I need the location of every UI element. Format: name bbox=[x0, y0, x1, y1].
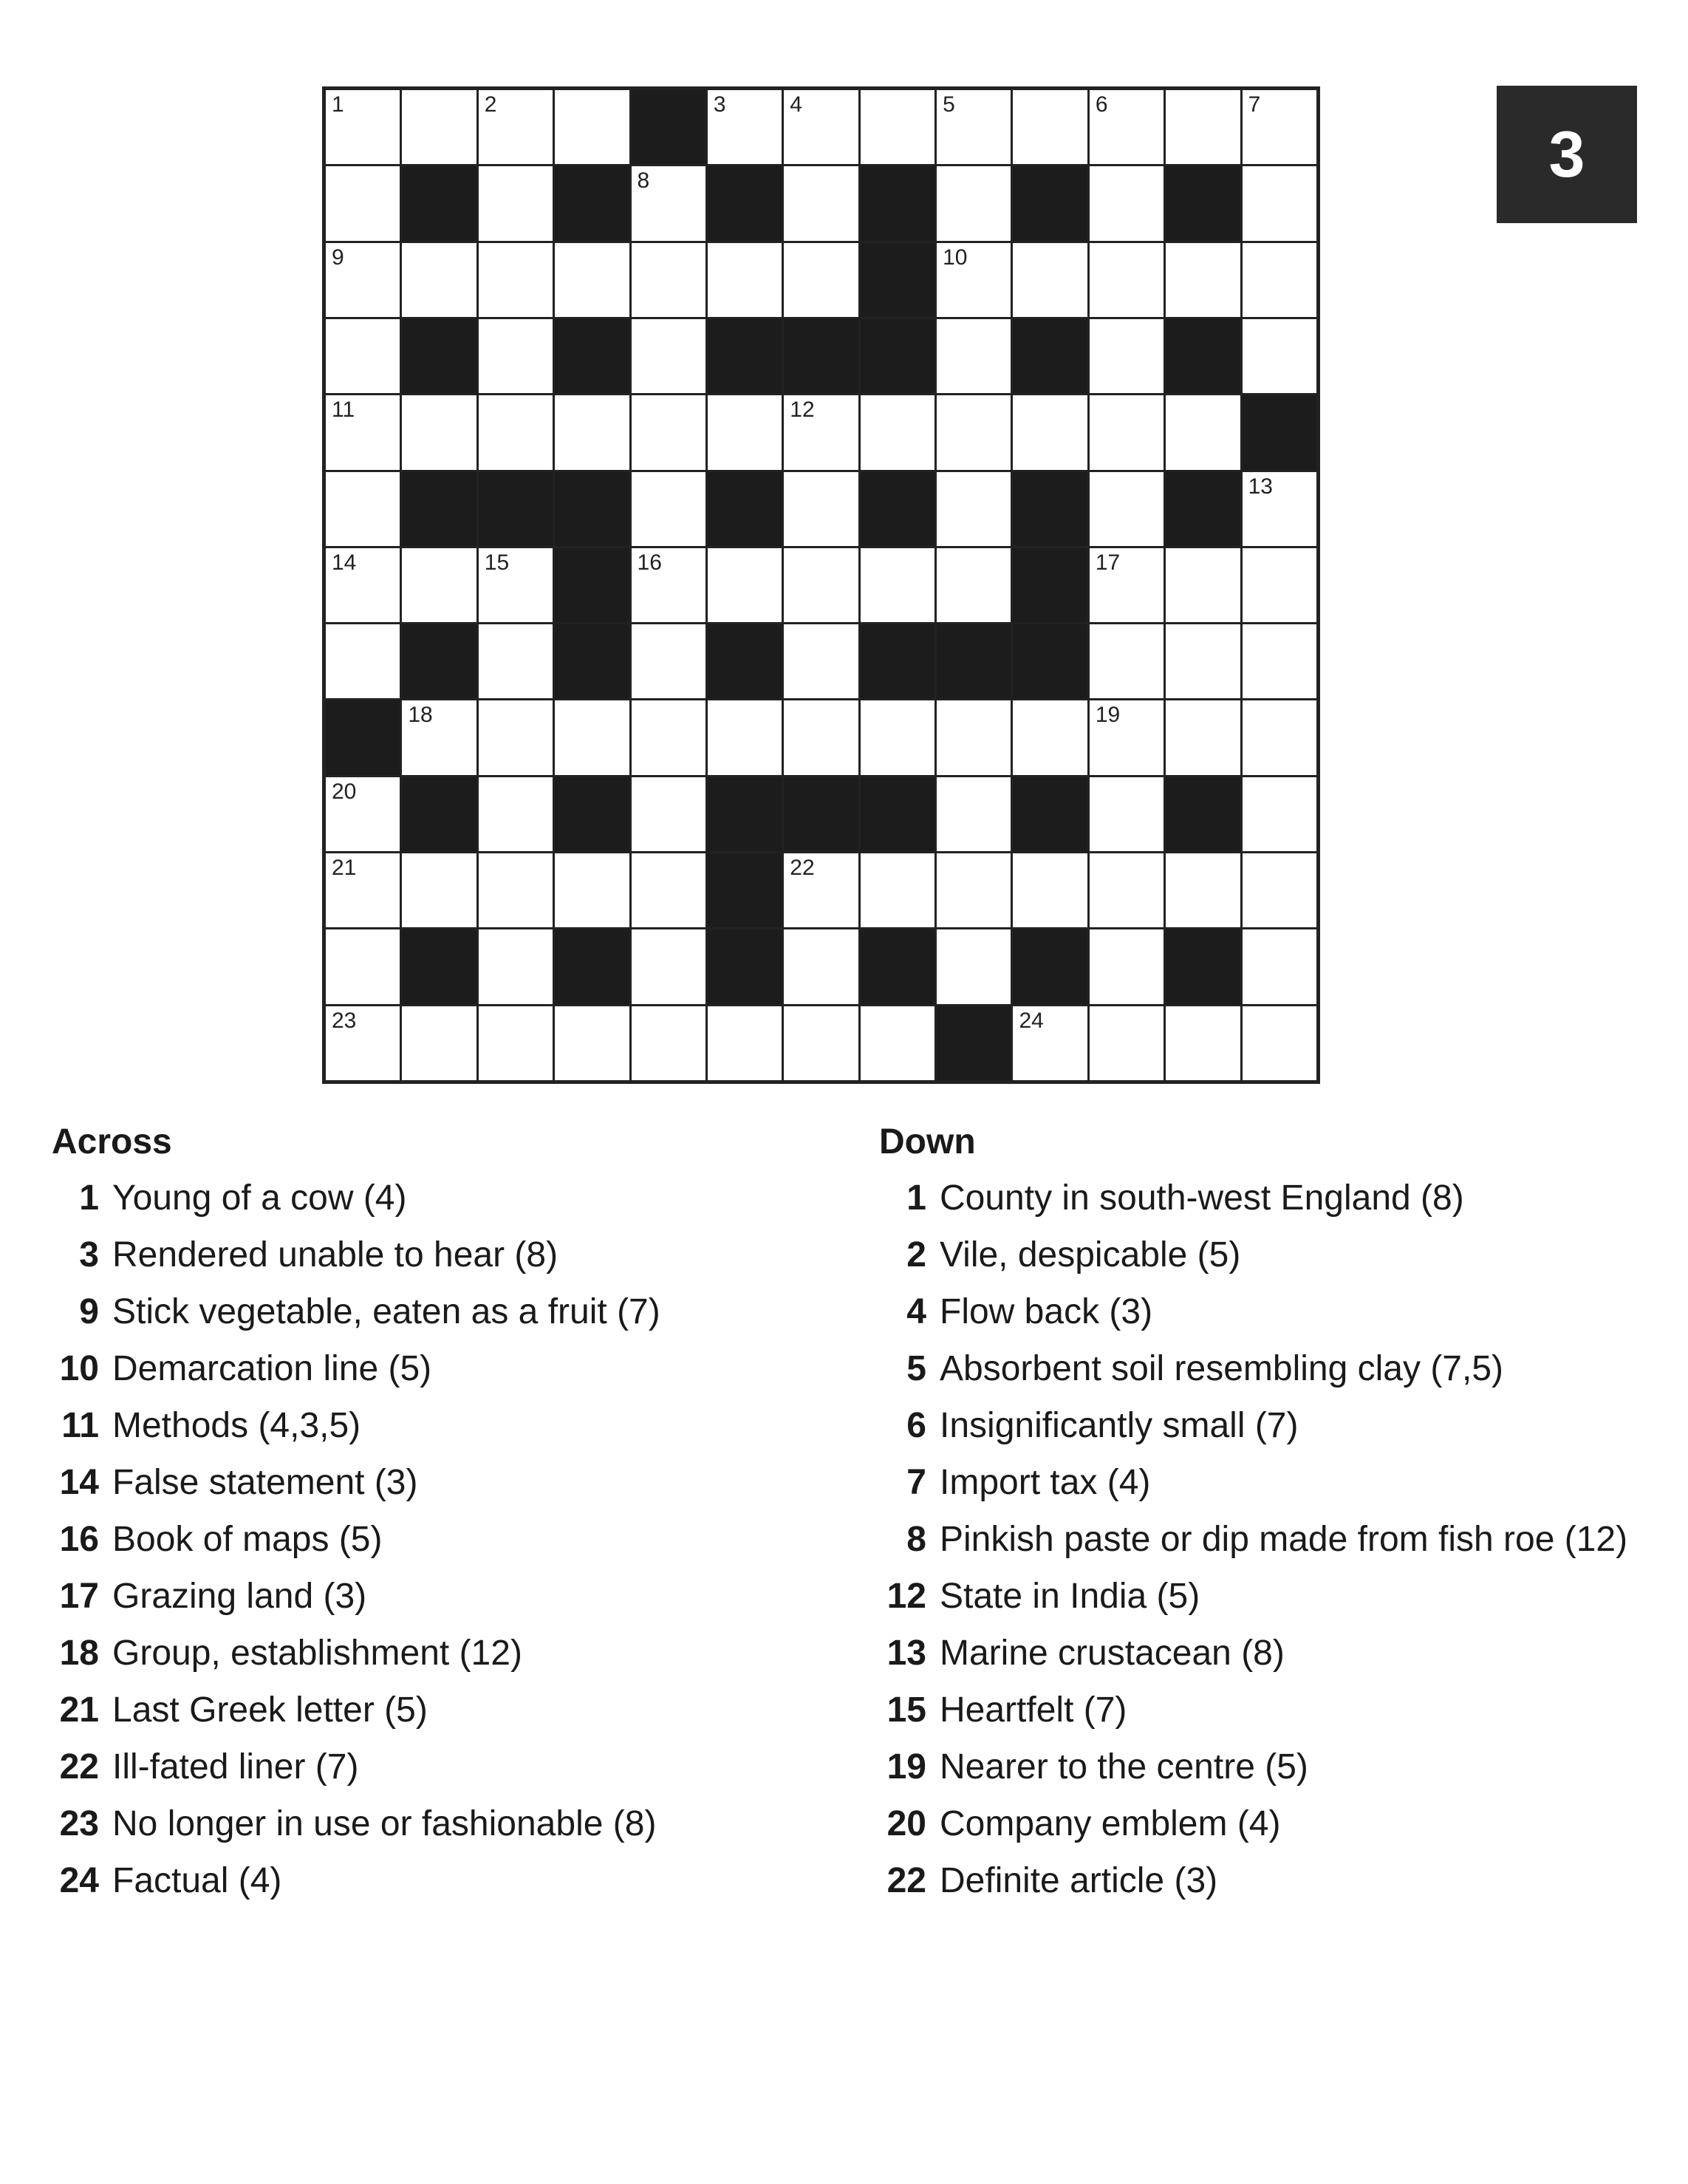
grid-cell[interactable] bbox=[326, 624, 400, 698]
across-clues bbox=[52, 1122, 827, 1914]
grid-cell[interactable] bbox=[708, 1006, 782, 1080]
clue-number: 8 bbox=[637, 168, 650, 194]
block-cell bbox=[861, 472, 934, 546]
down-clue[interactable] bbox=[879, 1402, 1662, 1450]
grid-cell[interactable] bbox=[479, 90, 553, 164]
clue-num: 18 bbox=[59, 1634, 99, 1673]
grid-cell[interactable] bbox=[402, 243, 476, 317]
grid-cell[interactable] bbox=[632, 472, 705, 546]
clue-number: 2 bbox=[484, 92, 497, 117]
clue-text: Grazing land (3) bbox=[112, 1577, 367, 1616]
clue-text: Nearer to the centre (5) bbox=[940, 1747, 1308, 1787]
block-cell bbox=[402, 166, 476, 240]
block-cell bbox=[555, 624, 629, 698]
block-cell bbox=[1166, 472, 1240, 546]
clue-number: 19 bbox=[1095, 703, 1121, 728]
block-cell bbox=[555, 319, 629, 393]
down-clue[interactable] bbox=[879, 1516, 1662, 1563]
grid-cell[interactable] bbox=[708, 700, 782, 774]
grid-cell[interactable] bbox=[784, 395, 858, 469]
clue-text: Definite article (3) bbox=[940, 1861, 1218, 1900]
block-cell bbox=[402, 624, 476, 698]
grid-cell[interactable] bbox=[632, 700, 705, 774]
clue-number: 12 bbox=[790, 397, 815, 423]
grid-cell[interactable] bbox=[1090, 395, 1164, 469]
grid-cell[interactable] bbox=[1166, 624, 1240, 698]
clue-num: 4 bbox=[906, 1292, 926, 1331]
grid-cell[interactable] bbox=[402, 395, 476, 469]
grid-cell[interactable] bbox=[861, 90, 934, 164]
block-cell bbox=[1166, 777, 1240, 851]
clue-text: Last Greek letter (5) bbox=[112, 1690, 428, 1730]
grid-cell[interactable] bbox=[1013, 90, 1087, 164]
clue-num: 23 bbox=[59, 1804, 99, 1843]
grid-cell[interactable] bbox=[1166, 853, 1240, 927]
clue-number: 1 bbox=[332, 92, 344, 117]
grid-cell[interactable] bbox=[937, 853, 1011, 927]
grid-cell[interactable] bbox=[1090, 243, 1164, 317]
block-cell bbox=[1166, 166, 1240, 240]
grid-cell[interactable] bbox=[937, 319, 1011, 393]
grid-cell[interactable] bbox=[1013, 700, 1087, 774]
grid-cell[interactable] bbox=[632, 624, 705, 698]
block-cell bbox=[784, 319, 858, 393]
clue-num: 22 bbox=[59, 1747, 99, 1787]
block-cell bbox=[861, 243, 934, 317]
grid-cell[interactable] bbox=[632, 777, 705, 851]
grid-cell[interactable] bbox=[402, 700, 476, 774]
across-clue[interactable] bbox=[52, 1744, 827, 1791]
grid-cell[interactable] bbox=[1166, 395, 1240, 469]
grid-cell[interactable] bbox=[479, 700, 553, 774]
across-clue[interactable] bbox=[52, 1459, 827, 1506]
grid-cell[interactable] bbox=[937, 395, 1011, 469]
down-clue[interactable] bbox=[879, 1744, 1662, 1791]
grid-cell[interactable] bbox=[1243, 853, 1316, 927]
down-heading: Down bbox=[879, 1122, 976, 1161]
grid-cell[interactable] bbox=[632, 929, 705, 1003]
grid-cell[interactable] bbox=[326, 166, 400, 240]
grid-cell[interactable] bbox=[1166, 548, 1240, 622]
clue-number: 21 bbox=[332, 856, 357, 881]
block-cell bbox=[402, 319, 476, 393]
grid-cell[interactable] bbox=[937, 166, 1011, 240]
clue-text: Factual (4) bbox=[112, 1861, 282, 1900]
clue-number: 16 bbox=[637, 550, 662, 575]
grid-cell[interactable] bbox=[784, 243, 858, 317]
grid-cell[interactable] bbox=[479, 777, 553, 851]
clue-num: 6 bbox=[906, 1406, 926, 1445]
across-clue[interactable] bbox=[52, 1687, 827, 1734]
grid-cell[interactable] bbox=[784, 1006, 858, 1080]
grid-cell[interactable] bbox=[784, 548, 858, 622]
grid-cell[interactable] bbox=[479, 1006, 553, 1080]
grid-cell[interactable] bbox=[1090, 319, 1164, 393]
grid-cell[interactable] bbox=[326, 777, 400, 851]
grid-cell[interactable] bbox=[326, 548, 400, 622]
clue-text: Book of maps (5) bbox=[112, 1520, 383, 1559]
grid-cell[interactable] bbox=[1166, 1006, 1240, 1080]
grid-cell[interactable] bbox=[555, 700, 629, 774]
block-cell bbox=[708, 319, 782, 393]
clue-number: 6 bbox=[1095, 92, 1108, 117]
clue-number: 24 bbox=[1019, 1008, 1044, 1033]
down-clue[interactable] bbox=[879, 1459, 1662, 1506]
grid-cell[interactable] bbox=[1013, 1006, 1087, 1080]
clue-num: 1 bbox=[79, 1178, 99, 1218]
across-clue[interactable] bbox=[52, 1345, 827, 1393]
clue-number: 22 bbox=[790, 856, 815, 881]
block-cell bbox=[402, 472, 476, 546]
clue-text: Stick vegetable, eaten as a fruit (7) bbox=[112, 1292, 660, 1331]
block-cell bbox=[479, 472, 553, 546]
grid-cell[interactable] bbox=[1090, 700, 1164, 774]
grid-cell[interactable] bbox=[784, 472, 858, 546]
clue-text: Young of a cow (4) bbox=[112, 1178, 407, 1218]
block-cell bbox=[861, 624, 934, 698]
clue-num: 5 bbox=[906, 1349, 926, 1388]
block-cell bbox=[1013, 548, 1087, 622]
grid-cell[interactable] bbox=[861, 1006, 934, 1080]
block-cell bbox=[555, 777, 629, 851]
across-clue[interactable] bbox=[52, 1232, 827, 1279]
across-clue[interactable] bbox=[52, 1402, 827, 1450]
clue-text: Vile, despicable (5) bbox=[940, 1235, 1241, 1274]
grid-cell[interactable] bbox=[861, 548, 934, 622]
grid-cell[interactable] bbox=[1243, 472, 1316, 546]
clue-number: 10 bbox=[943, 245, 968, 270]
grid-cell[interactable] bbox=[1090, 90, 1164, 164]
clue-num: 2 bbox=[906, 1235, 926, 1274]
grid-cell[interactable] bbox=[479, 548, 553, 622]
down-clues bbox=[879, 1122, 1662, 1914]
grid-cell[interactable] bbox=[326, 243, 400, 317]
down-clue[interactable] bbox=[879, 1289, 1662, 1336]
clue-num: 7 bbox=[906, 1463, 926, 1502]
grid-cell[interactable] bbox=[708, 395, 782, 469]
across-clue[interactable] bbox=[52, 1289, 827, 1336]
clue-num: 19 bbox=[886, 1747, 926, 1787]
block-cell bbox=[326, 700, 400, 774]
grid-cell[interactable] bbox=[632, 243, 705, 317]
grid-cell[interactable] bbox=[1166, 700, 1240, 774]
clue-number: 13 bbox=[1248, 474, 1273, 499]
grid-cell[interactable] bbox=[1243, 243, 1316, 317]
clue-num: 20 bbox=[886, 1804, 926, 1843]
crossword-grid bbox=[322, 86, 1320, 1084]
block-cell bbox=[708, 777, 782, 851]
clue-text: Ill-fated liner (7) bbox=[112, 1747, 359, 1787]
clue-number: 9 bbox=[332, 245, 344, 270]
grid-cell[interactable] bbox=[708, 243, 782, 317]
across-clue[interactable] bbox=[52, 1630, 827, 1677]
grid-cell[interactable] bbox=[937, 700, 1011, 774]
grid-cell[interactable] bbox=[555, 395, 629, 469]
grid-cell[interactable] bbox=[555, 1006, 629, 1080]
across-clue[interactable] bbox=[52, 1516, 827, 1563]
clue-text: Heartfelt (7) bbox=[940, 1690, 1127, 1730]
grid-cell[interactable] bbox=[937, 90, 1011, 164]
grid-cell[interactable] bbox=[479, 243, 553, 317]
clue-text: Group, establishment (12) bbox=[112, 1634, 522, 1673]
grid-cell[interactable] bbox=[708, 548, 782, 622]
clue-number: 4 bbox=[790, 92, 802, 117]
grid-cell[interactable] bbox=[1243, 929, 1316, 1003]
block-cell bbox=[937, 624, 1011, 698]
clue-text: Insignificantly small (7) bbox=[940, 1406, 1299, 1445]
grid-cell[interactable] bbox=[1090, 624, 1164, 698]
block-cell bbox=[708, 472, 782, 546]
grid-cell[interactable] bbox=[479, 319, 553, 393]
block-cell bbox=[632, 90, 705, 164]
block-cell bbox=[555, 472, 629, 546]
grid-cell[interactable] bbox=[937, 548, 1011, 622]
grid-cell[interactable] bbox=[784, 90, 858, 164]
clue-text: Absorbent soil resembling clay (7,5) bbox=[940, 1349, 1504, 1388]
clue-num: 15 bbox=[886, 1690, 926, 1730]
grid-cell[interactable] bbox=[479, 166, 553, 240]
grid-cell[interactable] bbox=[402, 90, 476, 164]
clue-number: 20 bbox=[332, 779, 357, 804]
clue-text: Pinkish paste or dip made from fish roe (12) bbox=[940, 1520, 1628, 1559]
grid-cell[interactable] bbox=[1243, 777, 1316, 851]
clue-num: 12 bbox=[886, 1577, 926, 1616]
grid-cell[interactable] bbox=[937, 777, 1011, 851]
block-cell bbox=[784, 777, 858, 851]
grid-cell[interactable] bbox=[708, 90, 782, 164]
grid-cell[interactable] bbox=[555, 90, 629, 164]
clue-text: Rendered unable to hear (8) bbox=[112, 1235, 558, 1274]
grid-cell[interactable] bbox=[1166, 243, 1240, 317]
clue-num: 24 bbox=[59, 1861, 99, 1900]
across-clue[interactable] bbox=[52, 1573, 827, 1620]
clue-number: 18 bbox=[408, 703, 433, 728]
clue-text: Company emblem (4) bbox=[940, 1804, 1281, 1843]
grid-cell[interactable] bbox=[1090, 472, 1164, 546]
grid-cell[interactable] bbox=[1243, 166, 1316, 240]
grid-cell[interactable] bbox=[1090, 777, 1164, 851]
across-heading: Across bbox=[52, 1122, 172, 1161]
clue-num: 16 bbox=[59, 1520, 99, 1559]
clue-text: Import tax (4) bbox=[940, 1463, 1151, 1502]
clue-number: 15 bbox=[484, 550, 510, 575]
grid-cell[interactable] bbox=[1090, 929, 1164, 1003]
block-cell bbox=[1243, 395, 1316, 469]
down-clue[interactable] bbox=[879, 1857, 1662, 1905]
grid-cell[interactable] bbox=[632, 166, 705, 240]
block-cell bbox=[861, 929, 934, 1003]
grid-cell[interactable] bbox=[1243, 700, 1316, 774]
clue-text: Methods (4,3,5) bbox=[112, 1406, 361, 1445]
clue-text: Demarcation line (5) bbox=[112, 1349, 432, 1388]
down-clue[interactable] bbox=[879, 1801, 1662, 1848]
grid-cell[interactable] bbox=[784, 624, 858, 698]
block-cell bbox=[1013, 777, 1087, 851]
grid-cell[interactable] bbox=[402, 1006, 476, 1080]
block-cell bbox=[708, 624, 782, 698]
down-clue-list bbox=[879, 1175, 1662, 1905]
grid-cell[interactable] bbox=[632, 548, 705, 622]
grid-cell[interactable] bbox=[1013, 243, 1087, 317]
grid-cell[interactable] bbox=[326, 929, 400, 1003]
puzzle-number-badge bbox=[1497, 86, 1637, 223]
clue-num: 17 bbox=[59, 1577, 99, 1616]
block-cell bbox=[1166, 929, 1240, 1003]
clue-num: 3 bbox=[79, 1235, 99, 1274]
down-clue[interactable] bbox=[879, 1687, 1662, 1734]
down-clue[interactable] bbox=[879, 1345, 1662, 1393]
grid-cell[interactable] bbox=[402, 548, 476, 622]
clue-number: 14 bbox=[332, 550, 357, 575]
block-cell bbox=[861, 777, 934, 851]
block-cell bbox=[708, 929, 782, 1003]
clue-num: 21 bbox=[59, 1690, 99, 1730]
grid-cell[interactable] bbox=[555, 243, 629, 317]
grid-cell[interactable] bbox=[1166, 90, 1240, 164]
clue-number: 17 bbox=[1095, 550, 1121, 575]
down-clue[interactable] bbox=[879, 1175, 1662, 1222]
block-cell bbox=[708, 853, 782, 927]
grid-cell[interactable] bbox=[1243, 548, 1316, 622]
clue-text: Flow back (3) bbox=[940, 1292, 1153, 1331]
grid-cell[interactable] bbox=[784, 700, 858, 774]
clue-num: 8 bbox=[906, 1520, 926, 1559]
grid-cell[interactable] bbox=[1243, 624, 1316, 698]
grid-cell[interactable] bbox=[1013, 853, 1087, 927]
grid-cell[interactable] bbox=[326, 319, 400, 393]
block-cell bbox=[1166, 319, 1240, 393]
clue-number: 23 bbox=[332, 1008, 357, 1033]
grid-cell[interactable] bbox=[632, 853, 705, 927]
down-clue[interactable] bbox=[879, 1232, 1662, 1279]
block-cell bbox=[1013, 929, 1087, 1003]
grid-cell[interactable] bbox=[632, 319, 705, 393]
clue-text: No longer in use or fashionable (8) bbox=[112, 1804, 657, 1843]
grid-cell[interactable] bbox=[1090, 548, 1164, 622]
clue-num: 10 bbox=[59, 1349, 99, 1388]
across-clue[interactable] bbox=[52, 1857, 827, 1905]
block-cell bbox=[861, 166, 934, 240]
block-cell bbox=[937, 1006, 1011, 1080]
grid-cell[interactable] bbox=[326, 853, 400, 927]
grid-cell[interactable] bbox=[479, 853, 553, 927]
grid-cell[interactable] bbox=[1090, 166, 1164, 240]
clue-num: 11 bbox=[61, 1406, 99, 1445]
clue-number: 11 bbox=[332, 397, 355, 423]
grid-cell[interactable] bbox=[479, 624, 553, 698]
across-clue-list bbox=[52, 1175, 827, 1905]
puzzle-number: 3 bbox=[1548, 117, 1585, 191]
grid-cell[interactable] bbox=[937, 929, 1011, 1003]
grid-cell[interactable] bbox=[326, 90, 400, 164]
clue-text: State in India (5) bbox=[940, 1577, 1200, 1616]
grid-cell[interactable] bbox=[479, 929, 553, 1003]
clue-num: 13 bbox=[886, 1634, 926, 1673]
grid-cell[interactable] bbox=[326, 395, 400, 469]
clue-num: 14 bbox=[59, 1463, 99, 1502]
block-cell bbox=[708, 166, 782, 240]
grid-cell[interactable] bbox=[326, 472, 400, 546]
clue-number: 5 bbox=[943, 92, 955, 117]
grid-cell[interactable] bbox=[784, 929, 858, 1003]
grid-cell[interactable] bbox=[784, 166, 858, 240]
across-clue[interactable] bbox=[52, 1801, 827, 1848]
grid-cell[interactable] bbox=[555, 853, 629, 927]
clue-num: 1 bbox=[906, 1178, 926, 1218]
clue-num: 22 bbox=[886, 1861, 926, 1900]
grid-cell[interactable] bbox=[937, 243, 1011, 317]
block-cell bbox=[1013, 319, 1087, 393]
clue-number: 3 bbox=[713, 92, 726, 117]
grid-cell[interactable] bbox=[1243, 90, 1316, 164]
grid-cell[interactable] bbox=[1090, 853, 1164, 927]
clue-text: Marine crustacean (8) bbox=[940, 1634, 1285, 1673]
block-cell bbox=[1013, 472, 1087, 546]
block-cell bbox=[1013, 166, 1087, 240]
grid-cell[interactable] bbox=[1013, 395, 1087, 469]
grid-cell[interactable] bbox=[326, 1006, 400, 1080]
grid-cell[interactable] bbox=[402, 853, 476, 927]
grid-cell[interactable] bbox=[632, 1006, 705, 1080]
grid-cell[interactable] bbox=[1243, 319, 1316, 393]
clue-text: County in south-west England (8) bbox=[940, 1178, 1464, 1218]
block-cell bbox=[555, 166, 629, 240]
grid-cell[interactable] bbox=[937, 472, 1011, 546]
block-cell bbox=[861, 319, 934, 393]
block-cell bbox=[402, 777, 476, 851]
grid-cell[interactable] bbox=[479, 395, 553, 469]
block-cell bbox=[555, 548, 629, 622]
down-clue[interactable] bbox=[879, 1573, 1662, 1620]
down-clue[interactable] bbox=[879, 1630, 1662, 1677]
grid-cell[interactable] bbox=[632, 395, 705, 469]
grid-cell[interactable] bbox=[861, 700, 934, 774]
block-cell bbox=[555, 929, 629, 1003]
across-clue[interactable] bbox=[52, 1175, 827, 1222]
grid-cell[interactable] bbox=[861, 395, 934, 469]
grid-cell[interactable] bbox=[784, 853, 858, 927]
grid-cell[interactable] bbox=[1090, 1006, 1164, 1080]
grid-cell[interactable] bbox=[1243, 1006, 1316, 1080]
clue-number: 7 bbox=[1248, 92, 1261, 117]
grid-cell[interactable] bbox=[861, 853, 934, 927]
block-cell bbox=[402, 929, 476, 1003]
block-cell bbox=[1013, 624, 1087, 698]
clue-num: 9 bbox=[79, 1292, 99, 1331]
clue-text: False statement (3) bbox=[112, 1463, 418, 1502]
